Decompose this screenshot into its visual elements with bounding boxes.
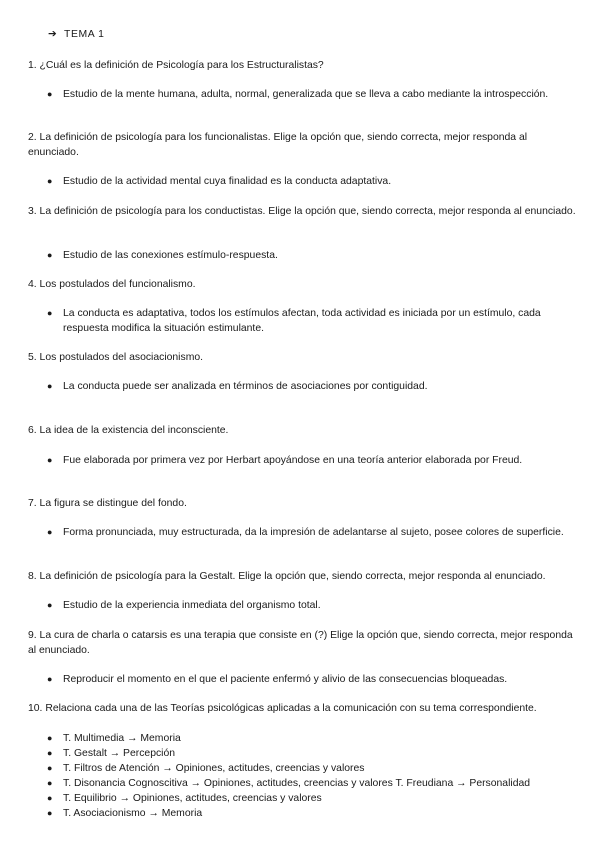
answer-text: Fue elaborada por primera vez por Herbart apoyándose en una teoría anterior elaborada por Freud. — [63, 455, 523, 466]
bullet-icon: ● — [47, 733, 53, 743]
question-3: 3. La definición de psicología para los conductistas. Elige la opción que, siendo correcta, mejor responda al enunciado. — [28, 206, 576, 217]
bullet-icon: ● — [47, 748, 53, 758]
section-title-text: TEMA 1 — [64, 29, 105, 40]
answer-3 — [47, 248, 577, 263]
bullet-icon: ● — [47, 176, 53, 186]
bullet-icon: ● — [47, 808, 53, 818]
answer-4 — [47, 306, 577, 336]
bullet-icon: ● — [47, 674, 53, 684]
list-item: ● T. Filtros de Atención → Opiniones, actitudes, creencias y valores — [47, 763, 365, 774]
list-item: ● T. Asociacionismo → Memoria — [47, 808, 203, 819]
answer-7 — [47, 525, 577, 540]
question-1: 1. ¿Cuál es la definición de Psicología para los Estructuralistas? — [28, 60, 324, 71]
bullet-icon: ● — [47, 308, 53, 318]
answer-5 — [47, 379, 577, 394]
answer-6 — [47, 453, 577, 468]
list-item: ● T. Equilibrio → Opiniones, actitudes, creencias y valores — [47, 793, 322, 804]
answer-text: Estudio de la actividad mental cuya finalidad es la conducta adaptativa. — [63, 176, 392, 187]
question-4: 4. Los postulados del funcionalismo. — [28, 279, 196, 290]
question-8: 8. La definición de psicología para la Gestalt. Elige la opción que, siendo correcta, mejor responda al enunciado. — [28, 571, 546, 582]
bullet-icon: ● — [47, 763, 53, 773]
bullet-icon: ● — [47, 793, 53, 803]
answer-1 — [47, 87, 577, 102]
answer-text: Forma pronunciada, muy estructurada, da la impresión de adelantarse al sujeto, posee colores de superficie. — [63, 527, 564, 538]
answer-text: Estudio de la mente humana, adulta, normal, generalizada que se lleva a cabo mediante la introspección. — [63, 89, 549, 100]
question-9: 9. La cura de charla o catarsis es una terapia que consiste en (?) Elige la opción que, siendo correcta, mejor responda al enunciado. — [28, 630, 573, 656]
answer-8 — [47, 598, 577, 613]
relations-list — [47, 731, 577, 821]
bullet-icon: ● — [47, 89, 53, 99]
bullet-icon: ● — [47, 600, 53, 610]
question-6: 6. La idea de la existencia del inconsciente. — [28, 425, 229, 436]
bullet-icon: ● — [47, 527, 53, 537]
answer-text: La conducta es adaptativa, todos los estímulos afectan, toda actividad es iniciada por un estímulo, cada respuesta modifica la situación estimulante. — [63, 308, 541, 334]
question-5: 5. Los postulados del asociacionismo. — [28, 352, 204, 363]
question-2: 2. La definición de psicología para los funcionalistas. Elige la opción que, siendo correcta, mejor responda al enunciado. — [28, 132, 528, 158]
bullet-icon: ● — [47, 381, 53, 391]
answer-text: Estudio de la experiencia inmediata del organismo total. — [63, 600, 321, 611]
question-7: 7. La figura se distingue del fondo. — [28, 498, 187, 509]
bullet-icon: ● — [47, 778, 53, 788]
answer-2 — [47, 174, 577, 189]
bullet-icon: ● — [47, 455, 53, 465]
answer-text: Estudio de las conexiones estímulo-respuesta. — [63, 250, 278, 261]
question-10: 10. Relaciona cada una de las Teorías psicológicas aplicadas a la comunicación con su tema correspondiente. — [28, 703, 537, 714]
section-title — [48, 27, 105, 42]
answer-text: Reproducir el momento en el que el paciente enfermó y alivio de las consecuencias bloqueadas. — [63, 674, 508, 685]
list-item: ● T. Multimedia → Memoria — [47, 733, 181, 744]
answer-text: La conducta puede ser analizada en términos de asociaciones por contiguidad. — [63, 381, 428, 392]
arrow-icon: ➔ — [48, 29, 58, 40]
answer-9 — [47, 672, 577, 687]
list-item: ● T. Disonancia Cognoscitiva → Opiniones, actitudes, creencias y valores T. Freudiana → Personalidad — [47, 778, 531, 789]
bullet-icon: ● — [47, 250, 53, 260]
list-item: ● T. Gestalt → Percepción — [47, 748, 176, 759]
